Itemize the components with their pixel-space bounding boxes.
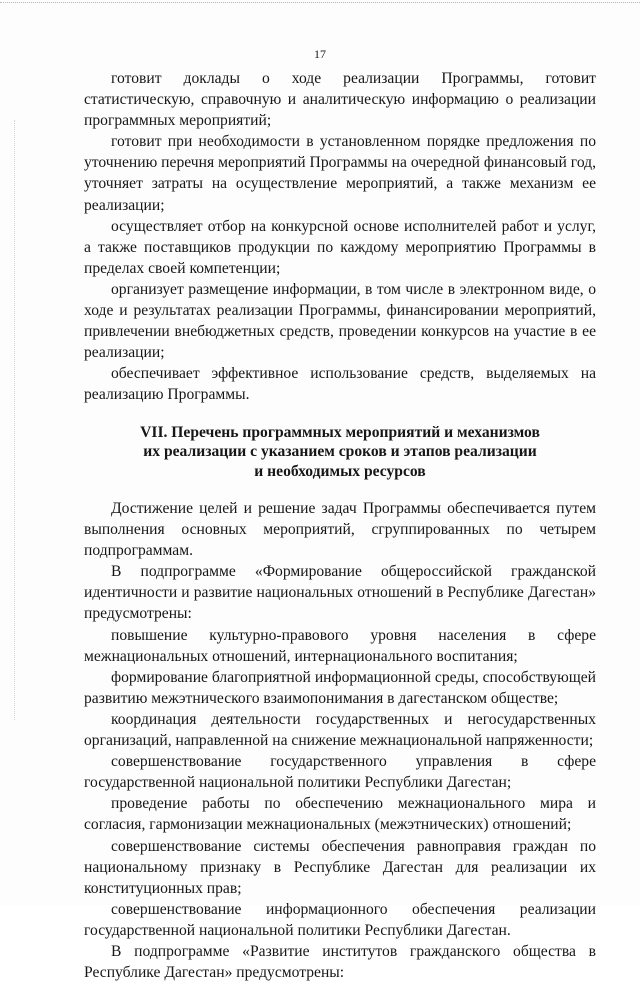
paragraph: В подпрограмме «Формирование общероссийской гражданской идентичности и развитие национальных отношений в Республике Дагестан» предусмотрены: (84, 563, 596, 623)
paragraph: готовит доклады о ходе реализации Программы, готовит статистическую, справочную и аналитическую информацию о реализации программных мероприятий; (84, 70, 596, 130)
scan-edge-top (0, 2, 640, 3)
paragraph: осуществляет отбор на конкурсной основе исполнителей работ и услуг, а также поставщиков продукции по каждому мероприятию Программы в пределах своей компетенции; (84, 217, 596, 277)
scan-edge-left (14, 120, 15, 720)
page-number: 17 (314, 47, 326, 61)
list-item: совершенствование системы обеспечения равноправия граждан по национальному признаку в Республике Дагестан для реализации их конституционных прав; (84, 837, 596, 897)
document-body (84, 68, 596, 983)
list-item: координация деятельности государственных и негосударственных организаций, направленной на снижение межнациональной напряженности; (84, 710, 596, 750)
paragraph: готовит при необходимости в установленном порядке предложения по уточнению перечня мероприятий Программы на очередной финансовый год, уточняет затраты на осуществление мероприятий, а также механизм ее реализации; (84, 133, 596, 214)
paragraph: обеспечивает эффективное использование средств, выделяемых на реализацию Программы. (84, 365, 596, 404)
section-heading-line: и необходимых ресурсов (254, 462, 426, 480)
section-heading-line: их реализации с указанием сроков и этапов реализации (143, 443, 537, 460)
paragraph: Достижение целей и решение задач Программы обеспечивается путем выполнения основных мероприятий, сгруппированных по четырем подпрограммам. (84, 500, 596, 560)
list-item: проведение работы по обеспечению межнационального мира и согласия, гармонизации межнациональных (межэтнических) отношений; (84, 795, 596, 834)
section-heading-line: VII. Перечень программных мероприятий и механизмов (140, 423, 540, 441)
list-item: совершенствование государственного управления в сфере государственной национальной политики Республики Дагестан; (84, 753, 596, 792)
paragraph: организует размещение информации, в том числе в электронном виде, о ходе и результатах реализации Программы, финансировании мероприятий, привлечении внебюджетных средств, проведении конкурсов на участие в ее реализации; (84, 280, 596, 362)
list-item: повышение культурно-правового уровня населения в сфере межнациональных отношений, интернационального воспитания; (84, 626, 596, 665)
list-item: формирование благоприятной информационной среды, способствующей развитию межэтнического взаимопонимания в дагестанском обществе; (84, 668, 596, 707)
list-item: совершенствование информационного обеспечения реализации государственной национальной политики Республики Дагестан. (84, 900, 596, 939)
paragraph: В подпрограмме «Развитие институтов гражданского общества в Республике Дагестан» предусмотрены: (84, 942, 596, 982)
section-heading (84, 423, 596, 482)
